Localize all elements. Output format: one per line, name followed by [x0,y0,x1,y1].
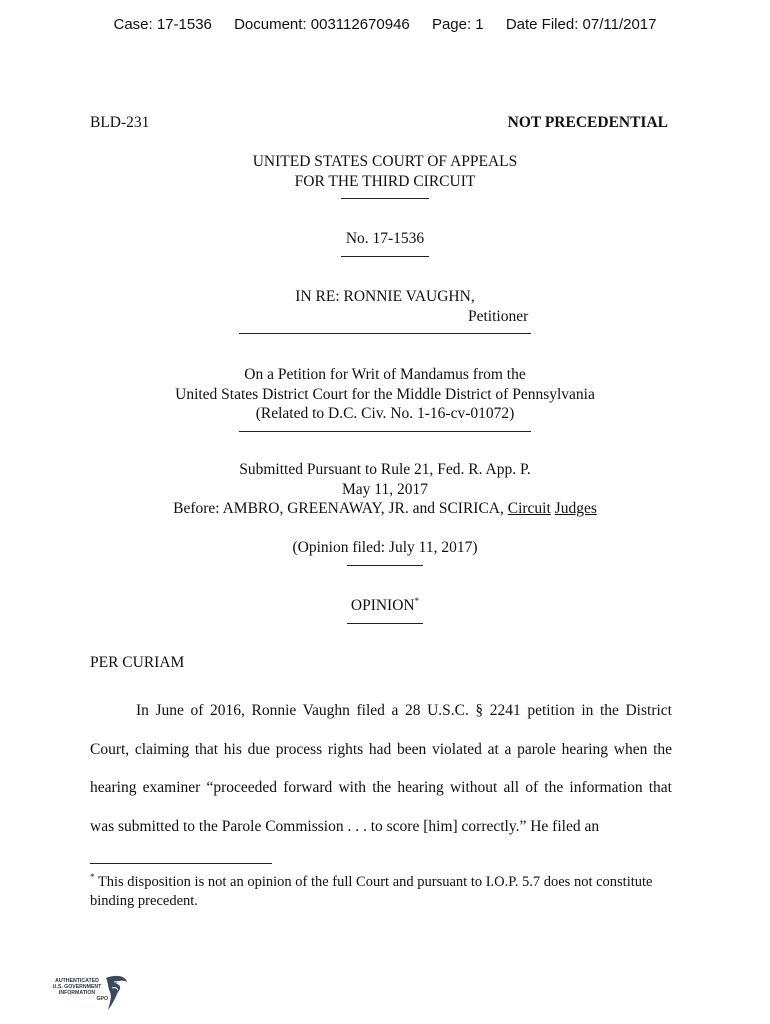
panel-line [0,499,770,519]
divider [0,610,770,630]
body-paragraph: In June of 2016, Ronnie Vaughn filed a 28 U.S.C. § 2241 petition in the District Court, claiming that his due process rights had been violated at a parole hearing when the hearing examiner “proceeded forward with the hearing without all of the information that was submitted to the Parole Commission . . . to score [him] correctly.” He filed an [90,702,672,835]
judges-word: Judges [554,500,597,517]
precedential-status: NOT PRECEDENTIAL [507,114,668,131]
opinion-title: OPINION* [350,595,420,614]
seal-text: AUTHENTICATED U.S. GOVERNMENT INFORMATION GPO [52,978,108,1002]
submission-block [0,460,770,519]
docket-code: BLD-231 [90,114,150,131]
opinion-body [90,692,672,846]
caption-line-2: Petitioner [468,307,529,325]
footnote-marker: * [90,872,95,883]
petition-line-1: On a Petition for Writ of Mandamus from the [244,366,526,383]
submission-date: May 11, 2017 [342,480,428,498]
circuit-word: Circuit [507,500,551,517]
submission-line-1: Submitted Pursuant to Rule 21, Fed. R. App. P. [239,461,531,478]
divider [0,243,770,263]
filing-header [0,16,770,33]
opinion-filed: (Opinion filed: July 11, 2017) [292,539,478,556]
petition-line-3: (Related to D.C. Civ. No. 1-16-cv-01072) [255,405,515,422]
opinion-title-block [0,596,770,629]
header-page: Page: 1 [431,16,484,33]
panel-judges: Before: AMBRO, GREENAWAY, JR. and SCIRICA, [173,500,508,517]
header-date-filed: Date Filed: 07/11/2017 [505,16,657,33]
opinion-filed-block [0,538,770,571]
divider [0,185,770,205]
case-number-block [0,229,770,262]
eagle-icon [100,972,130,1016]
header-document: Document: 003112670946 [234,16,410,33]
footnote-text: This disposition is not an opinion of the full Court and pursuant to I.O.P. 5.7 does not constitute binding precedent. [90,874,653,909]
petition-line-2: United States District Court for the Middle District of Pennsylvania [175,385,595,403]
caption-block [0,287,770,340]
footnote-divider [90,863,272,864]
court-name [0,152,770,205]
per-curiam: PER CURIAM [90,654,185,671]
footnote [90,873,670,911]
footnote-marker: * [414,595,420,606]
header-case: Case: 17-1536 [113,16,212,33]
case-number: No. 17-1536 [345,230,425,247]
divider [0,320,770,340]
divider [0,418,770,438]
petition-block [0,365,770,437]
divider [0,552,770,572]
gpo-authentication-seal [44,972,134,1016]
court-line-2: FOR THE THIRD CIRCUIT [294,172,476,190]
court-line-1: UNITED STATES COURT OF APPEALS [252,153,518,170]
caption-line-1: IN RE: RONNIE VAUGHN, [295,288,475,305]
